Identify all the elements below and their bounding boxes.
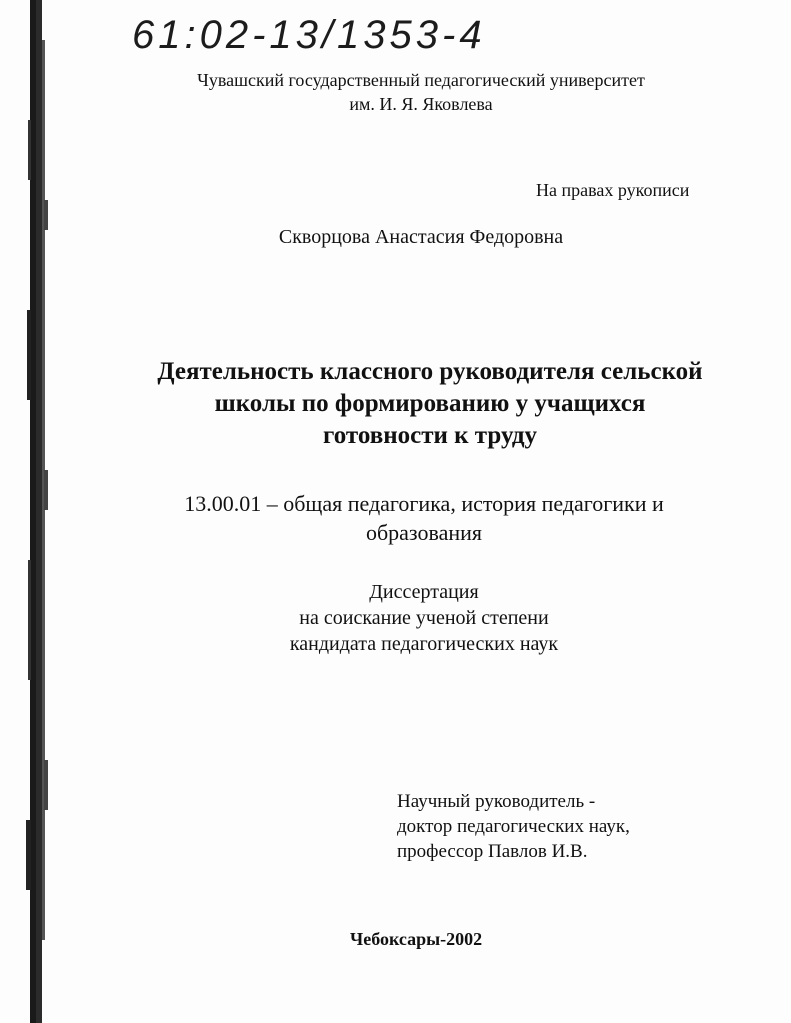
degree-line: Диссертация: [369, 581, 479, 603]
supervisor-line: доктор педагогических наук,: [397, 816, 630, 837]
author-name: Скворцова Анастасия Федоровна: [278, 226, 564, 248]
degree-statement: [200, 579, 648, 657]
dissertation-title: [100, 356, 760, 452]
rights-note: На правах рукописи: [536, 180, 690, 200]
binding-edge: [0, 0, 48, 1023]
university-named-after: им. И. Я. Яковлева: [349, 94, 493, 114]
degree-line: кандидата педагогических наук: [289, 633, 559, 655]
title-line: школы по формированию у учащихся: [214, 390, 646, 417]
specialty-line: образования: [365, 520, 483, 545]
archive-stamp: [128, 2, 538, 62]
supervisor-line: Научный руководитель -: [397, 791, 596, 812]
supervisor-line: профессор Павлов И.В.: [397, 841, 588, 862]
specialty-line: 13.00.01 – общая педагогика, история педагогики и: [184, 491, 664, 516]
degree-line: на соискание ученой степени: [299, 607, 549, 629]
title-line: Деятельность классного руководителя сельской: [157, 358, 703, 385]
university-name: Чувашский государственный педагогический университет: [197, 70, 645, 90]
title-line: готовности к труду: [322, 422, 538, 449]
supervisor-block: [397, 789, 630, 864]
city-year: Чебоксары-2002: [350, 929, 483, 949]
specialty-code: [100, 489, 748, 547]
archive-stamp-text: 61:02-13/1353-4: [132, 13, 486, 57]
